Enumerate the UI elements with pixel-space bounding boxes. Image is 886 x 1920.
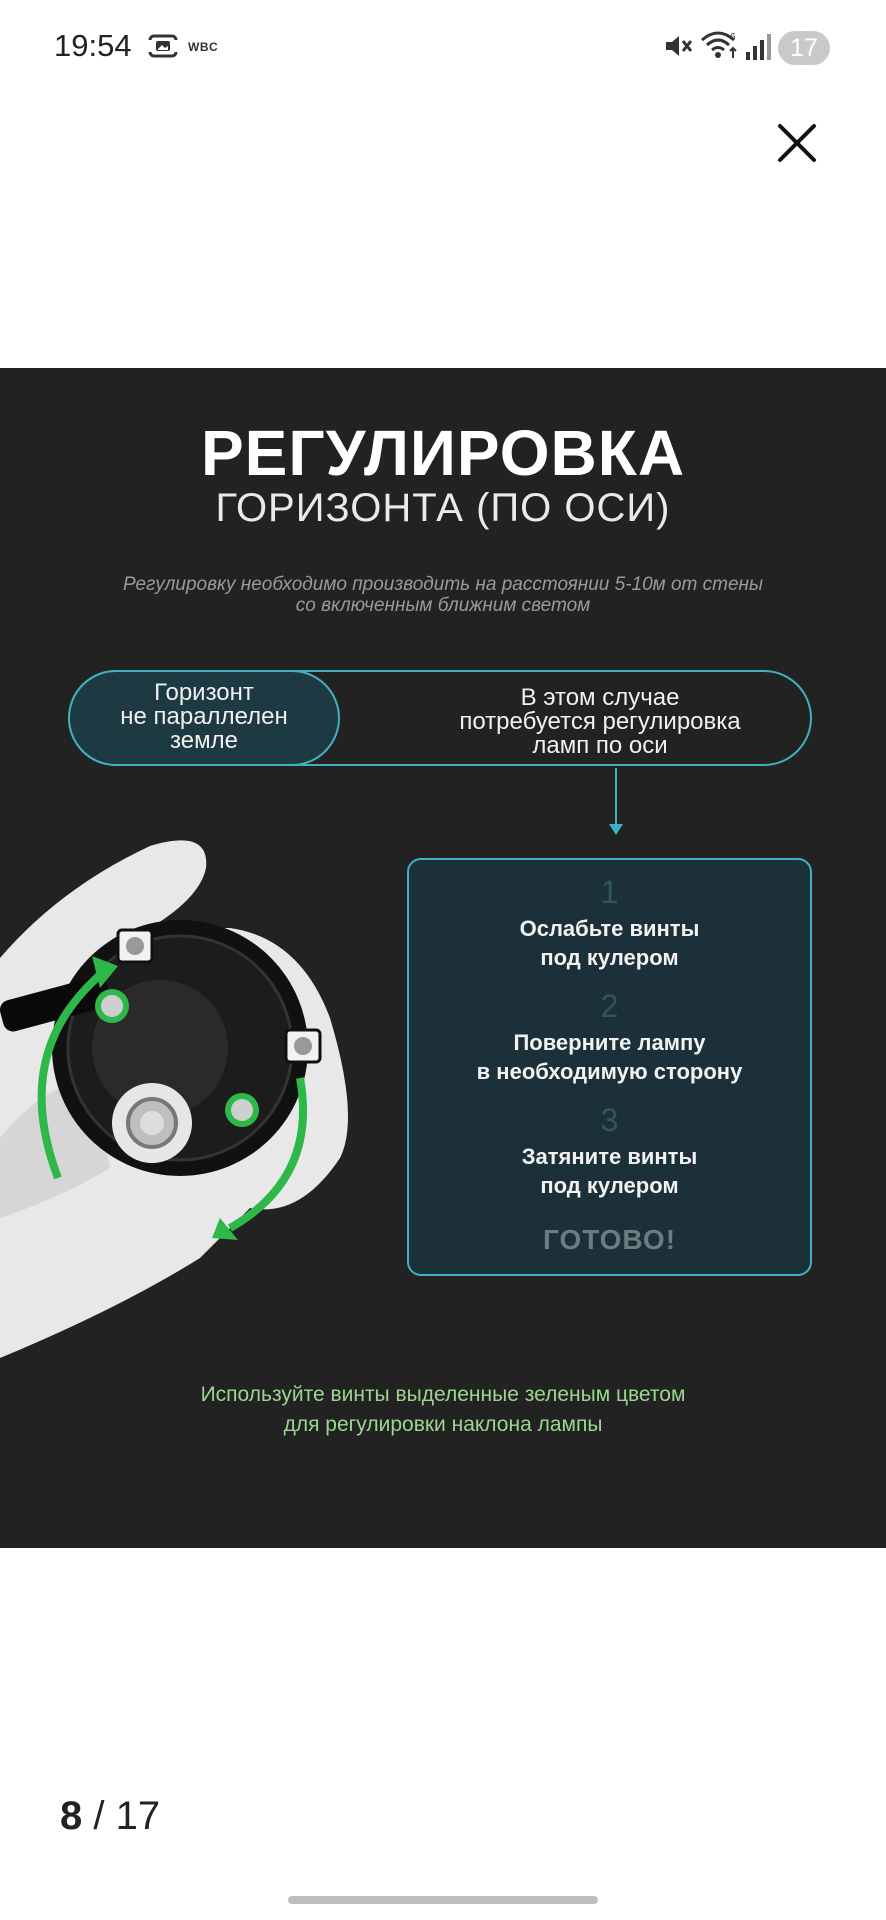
done-label: ГОТОВО! xyxy=(542,1224,677,1255)
svg-text:6: 6 xyxy=(730,32,736,43)
battery-icon: 17 xyxy=(778,31,830,65)
mute-icon xyxy=(662,30,694,62)
step-number: 2 xyxy=(600,988,619,1024)
step-text: Поверните лампу в необходимую сторону xyxy=(476,1030,743,1084)
gallery-icon xyxy=(146,30,180,62)
arrow-head xyxy=(609,824,623,835)
step-number: 3 xyxy=(600,1102,619,1138)
status-bar xyxy=(0,0,886,96)
slide-subtitle: ГОРИЗОНТА (ПО ОСИ) xyxy=(215,486,671,530)
green-screws-hint: Используйте винты выделенные зеленым цветом для регулировки наклона лампы xyxy=(200,1383,686,1436)
screw-right-icon xyxy=(286,1030,320,1062)
step-number: 1 xyxy=(600,874,619,910)
wifi-icon xyxy=(700,28,740,62)
slide-note: Регулировку необходимо производить на расстоянии 5-10м от стены со включенным ближним светом xyxy=(123,574,763,616)
consequence-text: В этом случае потребуется регулировка ламп по оси xyxy=(459,684,741,759)
screw-top-icon xyxy=(118,930,152,962)
signal-icon xyxy=(744,32,772,62)
product-slide-image[interactable] xyxy=(0,368,886,1548)
page-indicator xyxy=(60,1794,160,1839)
page-current: 8 xyxy=(60,1794,83,1838)
page-total: 17 xyxy=(115,1794,161,1838)
arrow-down-icon xyxy=(615,768,617,830)
step-text: Затяните винты под кулером xyxy=(521,1144,698,1198)
condition-text: Горизонт не параллелен земле xyxy=(120,679,288,754)
carrier-label: WBC xyxy=(188,40,219,54)
status-time: 19:54 xyxy=(54,28,132,63)
close-icon[interactable] xyxy=(770,116,824,170)
page-separator: / xyxy=(93,1794,105,1838)
lamp-adjustment-illustration xyxy=(0,838,360,1358)
slide-title: РЕГУЛИРОВКА xyxy=(200,417,686,489)
step-text: Ослабьте винты под кулером xyxy=(519,916,700,970)
home-gesture-bar[interactable] xyxy=(288,1896,598,1904)
